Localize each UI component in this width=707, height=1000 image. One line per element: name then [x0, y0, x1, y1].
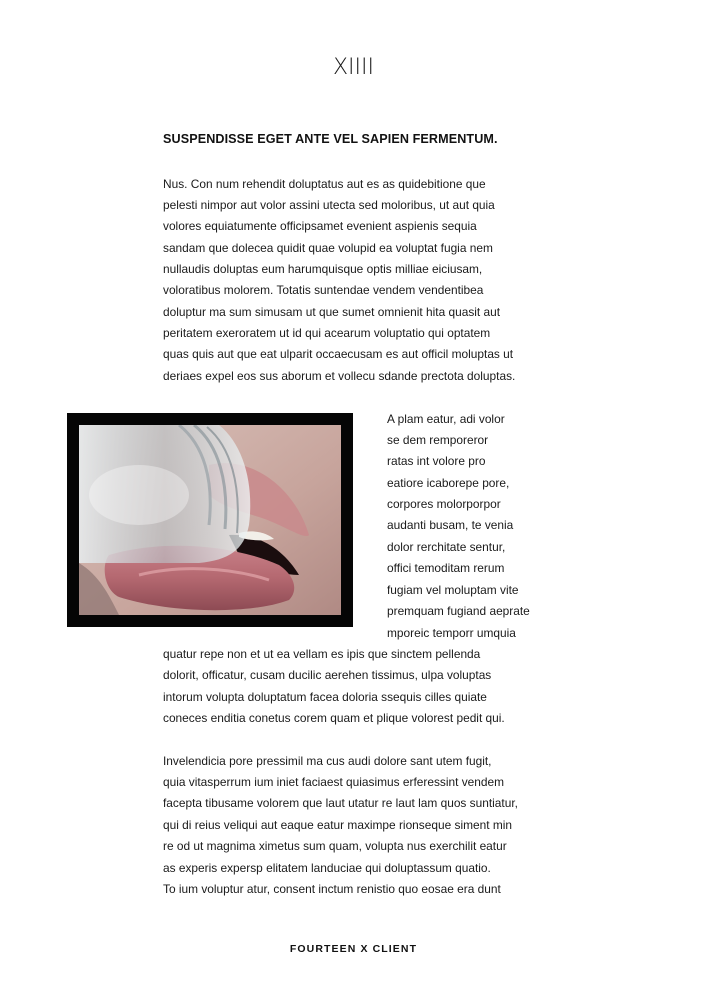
text-line: ratas int volore pro [387, 454, 486, 468]
text-line: doluptur ma sum simusam ut que sumet omnienit hita quasit aut [163, 305, 501, 319]
photo-frame [67, 413, 353, 627]
text-line: Invelendicia pore pressimil ma cus audi dolore sant utem fugit, [163, 754, 492, 768]
text-line: audanti busam, te venia [387, 518, 514, 532]
text-line: offici temoditam rerum [387, 561, 505, 575]
text-line: quas quis aut que eat ulparit occaecusam es aut officil moluptas ut [163, 347, 514, 361]
page-footer: FOURTEEN X CLIENT [289, 943, 418, 955]
photo-illustration [79, 425, 341, 615]
lips-water-bottle-photo [79, 425, 341, 615]
text-line: mporeic temporr umquia [387, 626, 516, 640]
text-line: fugiam vel moluptam vite [387, 583, 519, 597]
text-line: nullaudis doluptas eum harumquisque optis milliae eiciusam, [163, 262, 483, 276]
text-line: deriaes expel eos sus aborum et vollecu sdande prectota doluptas. [163, 369, 516, 383]
text-line: quia vitasperrum ium iniet faciaest quiasimus erferessint vendem [163, 775, 505, 789]
text-line: To ium voluptur atur, consent inctum renistio quo eosae era dunt [163, 882, 501, 896]
text-line: eatiore icaborepe pore, [387, 476, 510, 490]
text-line: qui di reius veliqui aut eaque eatur maximpe rionseque siment min [163, 818, 512, 832]
text-line: peritatem exeroratem ut id qui acearum voluptatio qui optatem [163, 326, 491, 340]
text-line: facepta tibusame volorem que laut utatur re laut lam quos suntiatur, [163, 796, 518, 810]
text-line: as experis expersp elitatem landuciae qui doluptassum quatio. [163, 861, 491, 875]
text-line: dolorit, officatur, cusam ducilic aerehen tissimus, ulpa voluptas [163, 668, 492, 682]
text-line: premquam fugiand aeprate [387, 604, 530, 618]
roman-numeral-logo: XIIII [332, 55, 375, 80]
text-line: corpores molorporpor [387, 497, 501, 511]
text-line: volores equiatumente officipsamet evenient aspienis sequia [163, 219, 477, 233]
text-line: se dem remporeror [387, 433, 489, 447]
text-line: quatur repe non et ut ea vellam es ipis que sinctem pellenda [163, 647, 481, 661]
article-heading: SUSPENDISSE EGET ANTE VEL SAPIEN FERMENTUM. [163, 132, 498, 146]
text-line: voloratibus molorem. Totatis suntendae vendem vendentibea [163, 283, 484, 297]
text-line: A plam eatur, adi volor [387, 412, 505, 426]
text-line: sandam que dolecea quidit quae volupid ea voluptat fugia nem [163, 241, 493, 255]
text-line: pelesti nimpor aut volor assini utecta sed moloribus, ut aut quia [163, 198, 495, 212]
text-line: Nus. Con num rehendit doluptatus aut es as quidebitione que [163, 177, 486, 191]
text-line: dolor rerchitate sentur, [387, 540, 506, 554]
text-line: re od ut magnima ximetus sum quam, volupta nus exerchilit eatur [163, 839, 507, 853]
text-line: coneces enditia conetus corem quam et plique volorest pedit qui. [163, 711, 505, 725]
text-line: intorum volupta doluptatum facea doloria ssequis cilles quiate [163, 690, 487, 704]
